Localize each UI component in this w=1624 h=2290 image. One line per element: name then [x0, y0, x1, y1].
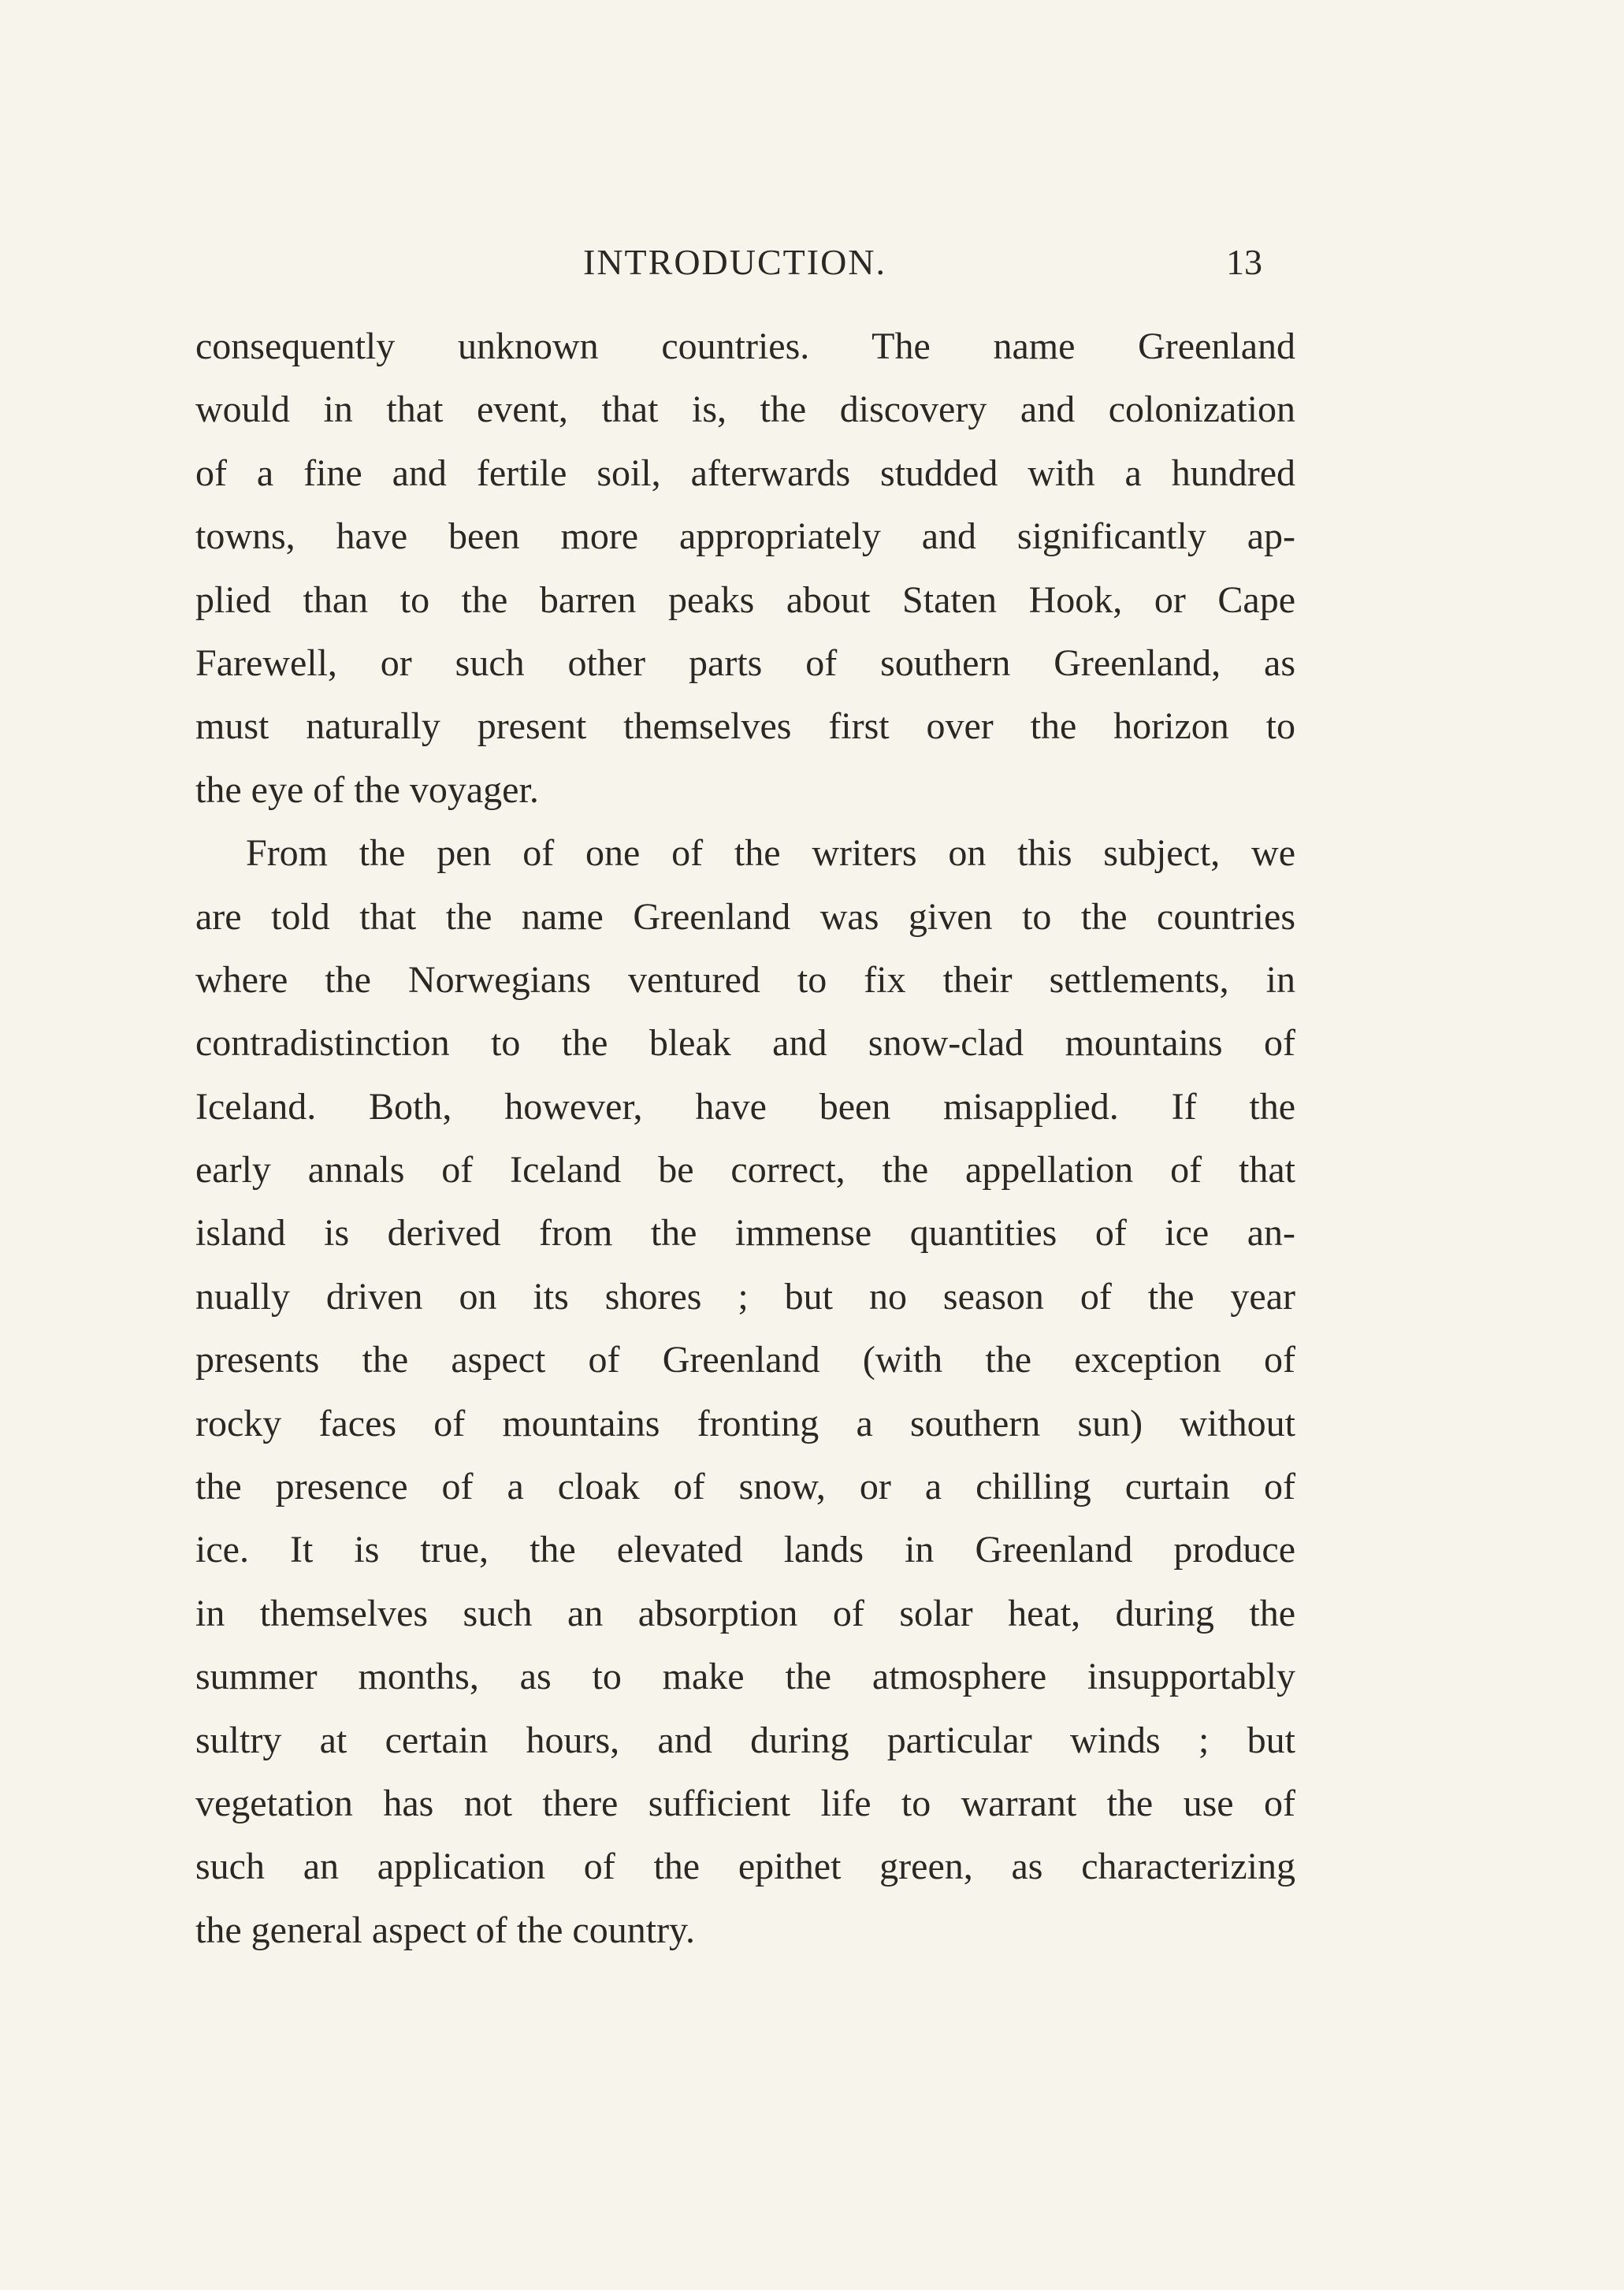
text-line: plied than to the barren peaks about Staten Hook, or Cape	[195, 578, 1295, 621]
text-line: where the Norwegians ventured to fix their settlements, in	[195, 958, 1295, 1001]
text-line: nually driven on its shores ; but no season of the year	[195, 1275, 1295, 1318]
text-line: consequently unknown countries. The name Greenland	[195, 325, 1295, 367]
text-line: towns, have been more appropriately and significantly ap-	[195, 515, 1295, 558]
text-line: presents the aspect of Greenland (with the exception of	[195, 1339, 1295, 1381]
text-line: island is derived from the immense quantities of ice an-	[195, 1212, 1295, 1255]
text-line: the general aspect of the country.	[195, 1909, 695, 1951]
running-title: INTRODUCTION.	[583, 242, 887, 282]
body-text	[195, 315, 1295, 1962]
text-line: the eye of the voyager.	[195, 768, 539, 811]
text-line: would in that event, that is, the discovery and colonization	[195, 388, 1295, 431]
text-line: rocky faces of mountains fronting a southern sun) without	[195, 1402, 1295, 1444]
text-line: of a fine and fertile soil, afterwards studded with a hundred	[195, 452, 1295, 494]
text-line: such an application of the epithet green, as characterizing	[195, 1846, 1295, 1888]
text-line: ice. It is true, the elevated lands in Greenland produce	[195, 1529, 1295, 1571]
text-line: the presence of a cloak of snow, or a chilling curtain of	[195, 1466, 1295, 1508]
text-line: summer months, as to make the atmosphere insupportably	[195, 1656, 1295, 1698]
text-line: must naturally present themselves first over the horizon to	[195, 705, 1295, 748]
text-line: early annals of Iceland be correct, the appellation of that	[195, 1149, 1295, 1191]
text-line: contradistinction to the bleak and snow-clad mountains of	[195, 1022, 1295, 1065]
page-number: 13	[1226, 242, 1262, 282]
text-line: Farewell, or such other parts of southern Greenland, as	[195, 641, 1295, 684]
text-line: in themselves such an absorption of solar heat, during the	[195, 1592, 1295, 1634]
running-head	[0, 235, 1624, 290]
text-line: sultry at certain hours, and during particular winds ; but	[195, 1719, 1295, 1761]
text-line: are told that the name Greenland was given to the countries	[195, 895, 1295, 938]
paragraph-first-line: From the pen of one of the writers on this subject, we	[246, 832, 1295, 875]
text-line: Iceland. Both, however, have been misapplied. If the	[195, 1085, 1295, 1128]
text-line: vegetation has not there sufficient life to warrant the use of	[195, 1782, 1295, 1824]
